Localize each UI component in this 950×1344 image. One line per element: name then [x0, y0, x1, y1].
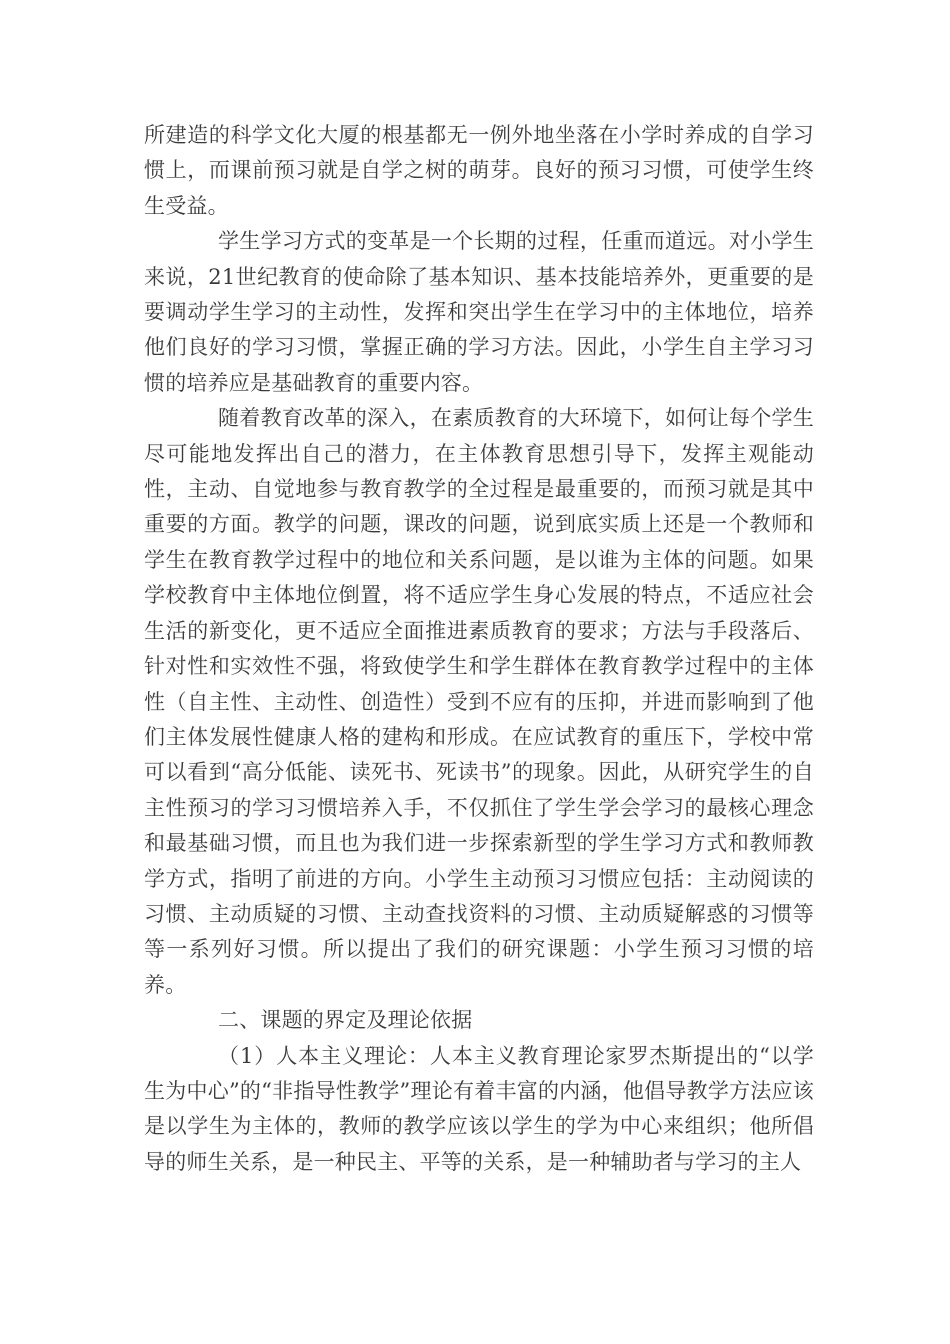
paragraph-education-reform: 随着教育改革的深入，在素质教育的大环境下，如何让每个学生尽可能地发挥出自己的潜力，在主体教育思想引导下，发挥主观能动性，主动、自觉地参与教育教学的全过程是最重要的，而预习就是其中重要的方面。教学的问题，课改的问题，说到底实质上还是一个教师和学生在教育教学过程中的地位和关系问题，是以谁为主体的问题。如果学校教育中主体地位倒置，将不适应学生身心发展的特点，不适应社会生活的新变化，更不适应全面推进素质教育的要求；方法与手段落后、针对性和实效性不强，将致使学生和学生群体在教育教学过程中的主体性（自主性、主动性、创造性）受到不应有的压抑，并进而影响到了他们主体发展性健康人格的建构和形成。在应试教育的重压下，学校中常可以看到“高分低能、读死书、死读书”的现象。因此，从研究学生的自主性预习的学习习惯培养入手，不仅抓住了学生学会学习的最核心理念和最基础习惯，而且也为我们进一步探索新型的学生学习方式和教师教学方式，指明了前进的方向。小学生主动预习习惯应包括：主动阅读的习惯、主动质疑的习惯、主动查找资料的习惯、主动质疑解惑的习惯等等一系列好习惯。所以提出了我们的研究课题：小学生预习习惯的培养。: [144, 406, 814, 997]
paragraph-learning-reform: 学生学习方式的变革是一个长期的过程，任重而道远。对小学生来说，21世纪教育的使命除了基本知识、基本技能培养外，更重要的是要调动学生学习的主动性，发挥和突出学生在学习中的主体地位，培养他们良好的学习习惯，掌握正确的学习方法。因此，小学生自主学习习惯的培养应是基础教育的重要内容。: [144, 229, 814, 395]
section-heading: 二、课题的界定及理论依据: [218, 1008, 473, 1033]
paragraph-continuation: 所建造的科学文化大厦的根基都无一例外地坐落在小学时养成的自学习惯上，而课前预习就是自学之树的萌芽。良好的预习习惯，可使学生终生受益。: [144, 123, 814, 218]
paragraph-humanism-theory: （1）人本主义理论：人本主义教育理论家罗杰斯提出的“以学生为中心”的“非指导性教学”理论有着丰富的内涵，他倡导教学方法应该是以学生为主体的，教师的教学应该以学生的学为中心来组织；他所倡导的师生关系，是一种民主、平等的关系，是一种辅助者与学习的主人: [144, 1043, 814, 1174]
document-body: [144, 118, 814, 1180]
